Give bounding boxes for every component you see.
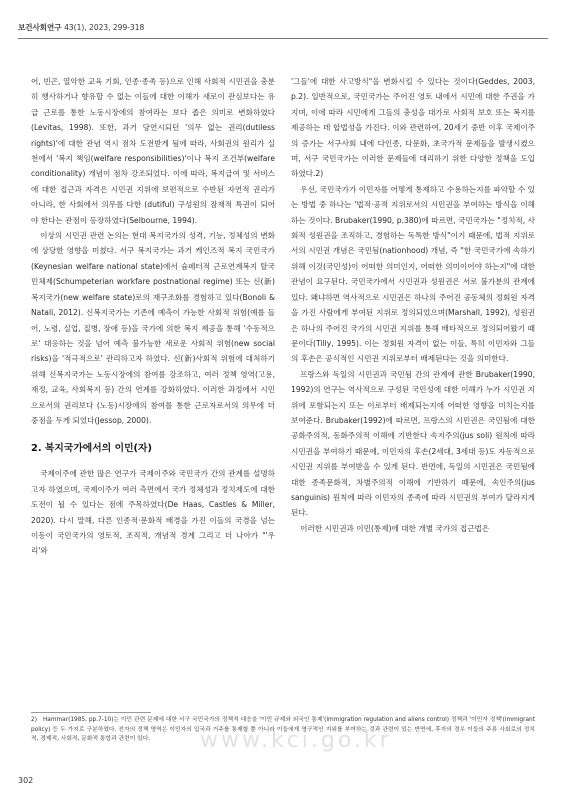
right-paragraph-3: 프랑스와 독일의 시민권과 국민됨 간의 관계에 관한 Brubaker(1990, 1992)의 연구는 역사적으로 구성된 국민성에 대한 이해가 누가 시민권 지위에 포함되는지 또는 이로부터 배제되는지에 어떠한 영향을 미치는지를 보여준다. Brubaker(1992)에 따르면, 프랑스의 시민권은 국민됨에 대한 공화주의적, 동화주의적 이해에 기반한다 속지주의(jus soli) 원칙에 따라 시민권을 부여하기 때문에, 이민자의 후손(2세대, 3세대 등)도 자동적으로 시민권 지위를 부여받을 수 있게 된다. 반면에, 독일의 시민권은 국민됨에 대한 종족문화적, 차별주의적 이해에 기반하기 때문에, 속인주의(jus sanguinis) 원칙에 따라 이민자의 종족에 따라 시민권의 부여가 달라지게 된다. — [291, 369, 535, 518]
header-divider — [18, 38, 548, 39]
section-paragraph: 국제이주에 관한 많은 연구가 국제이주와 국민국가 간의 관계를 설명하고자 하였으며, 국제이주가 여러 측면에서 국가 정체성과 정치제도에 대한 도전이 될 수 있다는 점에 주목하였다(De Haas, Castles & Miller, 2020). 다시 말해, 다른 인종적·문화적 배경을 가진 이들의 국경을 넘는 이동이 국민국가의 영토적, 조직적, 개념적 경계 그리고 더 나아가 "'우리'와 — [31, 469, 275, 556]
footnote-divider — [31, 712, 151, 713]
section-heading: 2. 복지국가에서의 이민(자) — [31, 443, 152, 455]
footnote-marker: 2) — [31, 717, 37, 723]
left-column — [31, 74, 275, 559]
footnote-text: Hammar(1985, pp.7-10)는 이민 관련 문제에 대한 서구 국민국가의 정책적 대응을 '이민 규제와 외국인 통제'(immigration regulation and aliens control) 정책과 '이민자 정책'(immigrant policy) 등 두 가지로 구분하였다. 전자의 정책 영역은 이민자의 입국과 거주를 통제할 뿐 아니라 이들에게 영구적인 지위를 부여하는 것과 관련이 있는 반면에, 후자의 경우 이들의 주류 사회로의 정치적, 경제적, 사회적, 문화적 통합과 관련이 있다. — [31, 717, 535, 743]
footnote — [31, 716, 535, 745]
left-paragraph-1: 어, 빈곤, 열악한 교육 기회, 인종·종족 등)으로 인해 사회적 시민권을 충분히 행사하거나 향유할 수 없는 이들에 대한 이해가 새로이 관심보다는 유급 근로를 통한 노동시장에의 참여라는 보다 좁은 의미로 변화하였다(Levitas, 1998). 또한, 과거 당연시되던 '의무 없는 권리(dutiless rights)'에 대한 관념 역시 점차 도전받게 됨에 따라, 사회권의 원리가 실천에서 '복지 책임(welfare responsibilities)'이나 복지 조건부(welfare conditionality) 개념이 점차 강조되었다. 이에 따라, 복지급여 및 서비스에 대한 접근과 자격은 시민권 지위에 보편적으로 수반된 자연적 권리가 아니라, 한 사회에서 의무를 다한 (dutiful) 구성원의 잠재적 특권이 되어야 한다는 관점이 등장하였다(Selbourne, 1994). — [31, 77, 275, 225]
right-paragraph-2: 우선, 국민국가가 이민자를 어떻게 통제하고 수용하는지를 파악할 수 있는 방법 중 하나는 '법적·공적 지위로서의 시민권을 부여하는 방식을 이해하는 것이다. Brubaker(1990, p.380)에 따르면, 국민국가는 "정치적, 사회적 성원권을 조직하고, 경험하는 독특한 방식"이기 때문에, 법적 지위로서의 시민권 개념은 국민됨(nationhood) 개념, 즉 "한 국민국가에 속하기 위해 이것(국민성)이 어떠한 의미인지, 어떠한 의미이어야 하는지"에 대한 관념이 요구된다. 국민국가에서 시민권과 성원권은 서로 불가분의 관계에 있다. 왜냐하면 역사적으로 시민권은 하나의 주어진 공동체의 정회원 자격을 가진 사람에게 부여된 지위로 정의되었으며(Marshall, 1992), 성원권은 하나의 주어진 국가의 시민권 지위를 통해 배타적으로 정의되어왔기 때문이다(Tilly, 1995). 이는 정회원 자격이 없는 이들, 특히 이민자와 그들의 후손은 공식적인 시민권 지위로부터 배제된다는 것을 의미한다. — [291, 184, 535, 364]
watermark: www.kci.go.kr — [200, 728, 392, 753]
right-paragraph-4: 이러한 시민권과 이민(통제)에 대한 개별 국가의 접근법은 — [300, 523, 490, 533]
running-header — [18, 22, 144, 33]
right-column — [291, 74, 535, 536]
right-paragraph-1: '그들'에 대한 사고방식"을 변화시킬 수 있다는 것이다(Geddes, 2003, p.2). 일반적으로, 국민국가는 주어진 영토 내에서 시민에 대한 주권을 가지며, 이에 따라 시민에게 그들의 충성을 대가로 사회적 보호 또는 복지를 제공하는 데 합법성을 가진다. 이와 관련하여, 20세기 중반 이후 국제이주의 증가는 서구사회 내에 다인종, 다문화, 초국가적 문제들을 발생시켰으며, 서구 국민국가는 이러한 문제들에 대리하기 위한 다양한 정책을 도입하였다.2) — [291, 77, 535, 179]
left-paragraph-2: 이상의 시민권 관련 논의는 현대 복지국가의 성격, 기능, 정체성의 변화에 상당한 영향을 미쳤다. 서구 복지국가는 과거 케인즈적 복지 국민국가(Keynesian welfare national state)에서 슘페터적 근로연계복지 탈국민체제(Schumpeterian workfare postnational regime) 또는 신(新)복지국가(new welfare state)로의 재구조화를 경험하고 있다(Bonoli & Natali, 2012). 신복지국가는 기존에 예측이 가능한 사회적 위험(예를 들어, 노령, 실업, 질병, 장애 등)을 국가에 의한 복지 제공을 통해 '수동적으로' 대응하는 것을 넘어 예측 불가능한 새로운 사회적 위험(new social risks)을 '적극적으로' 관리하고자 하였다. 신(新)사회적 위험에 대처하기 위해 신복지국가는 노동시장에의 참여를 강조하고, 여러 정책 영역(고용, 재정, 교육, 사회복지 등) 간의 연계를 강화하였다. 이러한 과정에서 시민으로서의 권리보다 (노동)시장에의 참여를 통한 근로자로서의 의무에 더 중점을 두게 되었다(Jessop, 2000). — [31, 231, 275, 425]
journal-citation: 43(1), 2023, 299-318 — [64, 23, 145, 32]
journal-title: 보건사회연구 — [18, 23, 62, 32]
page-number: 302 — [18, 776, 34, 785]
